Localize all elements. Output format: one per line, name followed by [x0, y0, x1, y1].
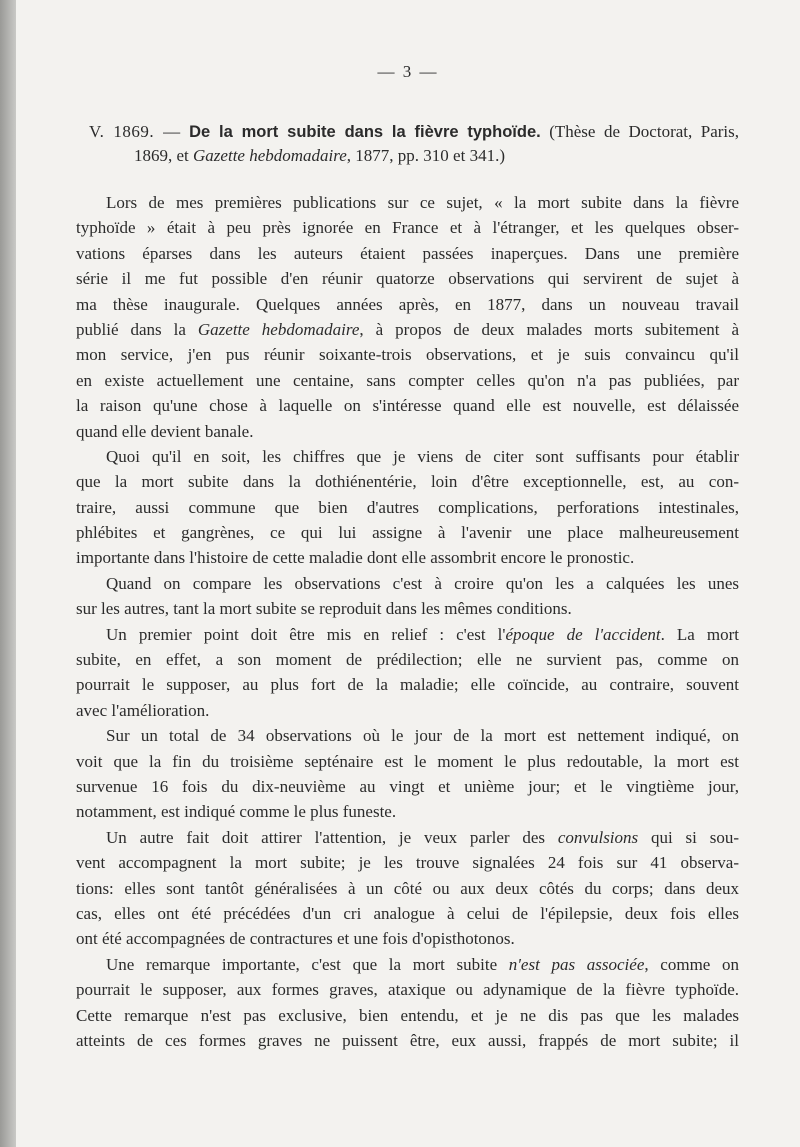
text-run: publié dans la: [76, 319, 198, 339]
document-page: [16, 0, 800, 1147]
text-line: série il me fut possible d'en réunir quatorze observations qui servirent de sujet à: [76, 269, 739, 289]
text-line: phlébites et gangrènes, ce qui lui assigne à l'avenir une place malheureusement: [76, 523, 739, 543]
text-line: Quoi qu'il en soit, les chiffres que je viens de citer sont suffisants pour établir: [106, 446, 739, 466]
text-line: Lors de mes premières publications sur ce sujet, « la mort subite dans la fièvre: [106, 193, 739, 212]
text-line: [76, 622, 739, 647]
text-line: traire, aussi commune que bien d'autres complications, perforations intestinales,: [76, 497, 739, 517]
italic-run: Gazette hebdomadaire: [197, 319, 360, 339]
scan-edge: [0, 0, 16, 1147]
body-text: [76, 190, 739, 1053]
text-line: ont été accompagnées de contractures et une fois d'opisthotonos.: [76, 929, 515, 949]
text-run: Un premier point doit être mis en relief : c'est l': [106, 624, 506, 644]
text-line: sur les autres, tant la mort subite se reproduit dans les mêmes conditions.: [76, 599, 572, 619]
text-run: , à propos de deux malades morts subitement à: [359, 319, 739, 339]
text-line: subite, en effet, a son moment de prédilection; elle ne survient pas, comme on: [76, 650, 739, 670]
text-line: la raison qu'une chose à laquelle on s'intéresse quand elle est nouvelle, est délaissée: [76, 396, 739, 416]
text-run: , comme on: [644, 954, 739, 974]
text-line: atteints de ces formes graves ne puissent être, eux aussi, frappés de mort subite; il: [76, 1030, 739, 1050]
entry-year: 1869, et: [134, 146, 194, 165]
text-line: [76, 317, 739, 342]
italic-run: convulsions: [557, 827, 639, 847]
entry-number: V. 1869. —: [89, 122, 181, 141]
journal-name: Gazette hebdomadaire: [193, 146, 347, 165]
text-run: qui si sou-: [638, 827, 739, 847]
text-line: [76, 952, 739, 977]
text-line: survenue 16 fois du dix-neuvième au vingt et unième jour; et le vingtième jour,: [76, 776, 739, 796]
text-line: en existe actuellement une centaine, sans compter celles qu'on n'a pas publiées, par: [76, 370, 739, 390]
text-line: importante dans l'histoire de cette maladie dont elle assombrit encore le pronostic.: [76, 548, 635, 568]
text-run: Un autre fait doit attirer l'attention, je veux parler des: [106, 827, 558, 847]
text-line: vent accompagnent la mort subite; je les trouve signalées 24 fois sur 41 observa-: [76, 853, 739, 873]
entry-pages: , 1877, pp. 310 et 341.): [346, 146, 505, 165]
text-line: voit que la fin du troisième septénaire est le moment le plus redoutable, la mort est: [76, 751, 739, 771]
text-run: . La mort: [660, 624, 739, 644]
text-line: notamment, est indiqué comme le plus funeste.: [76, 802, 397, 822]
entry-reference-line2: [134, 144, 604, 168]
entry-heading: [89, 120, 739, 144]
text-line: [76, 825, 739, 850]
text-line: typhoïde » était à peu près ignorée en France et à l'étranger, et les quelques obser-: [76, 218, 739, 238]
italic-run: époque de l'accident: [505, 624, 661, 644]
text-line: tions: elles sont tantôt généralisées à un côté ou aux deux côtés du corps; dans deux: [76, 878, 739, 898]
text-line: ma thèse inaugurale. Quelques années après, en 1877, dans un nouveau travail: [76, 294, 739, 314]
text-line: vations éparses dans les auteurs étaient passées inaperçues. Dans une première: [76, 243, 739, 263]
page-number: — 3 —: [377, 62, 439, 81]
text-line: que la mort subite dans la dothiénentérie, loin d'être exceptionnelle, est, au con-: [76, 472, 739, 492]
italic-run: n'est pas associée: [508, 954, 645, 974]
text-line: cas, elles ont été précédées d'un cri analogue à celui de l'épilepsie, deux fois elles: [76, 903, 739, 923]
entry-title: De la mort subite dans la fièvre typhoïde.: [189, 123, 541, 141]
text-line: quand elle devient banale.: [76, 421, 254, 441]
text-line: pourrait le supposer, au plus fort de la maladie; elle coïncide, au contraire, souvent: [76, 675, 739, 695]
text-line: pourrait le supposer, aux formes graves, ataxique ou adynamique de la fièvre typhoïde.: [76, 980, 739, 1000]
text-line: Quand on compare les observations c'est à croire qu'on les a calquées les unes: [106, 573, 739, 593]
text-line: Sur un total de 34 observations où le jour de la mort est nettement indiqué, on: [106, 726, 739, 746]
text-run: Une remarque importante, c'est que la mort subite: [106, 954, 509, 974]
text-line: Cette remarque n'est pas exclusive, bien entendu, et je ne dis pas que les malades: [76, 1005, 739, 1025]
text-line: avec l'amélioration.: [76, 700, 210, 720]
entry-reference: (Thèse de Doctorat, Paris,: [540, 122, 740, 141]
text-line: mon service, j'en pus réunir soixante-trois observations, et je suis convaincu qu'il: [76, 345, 739, 365]
